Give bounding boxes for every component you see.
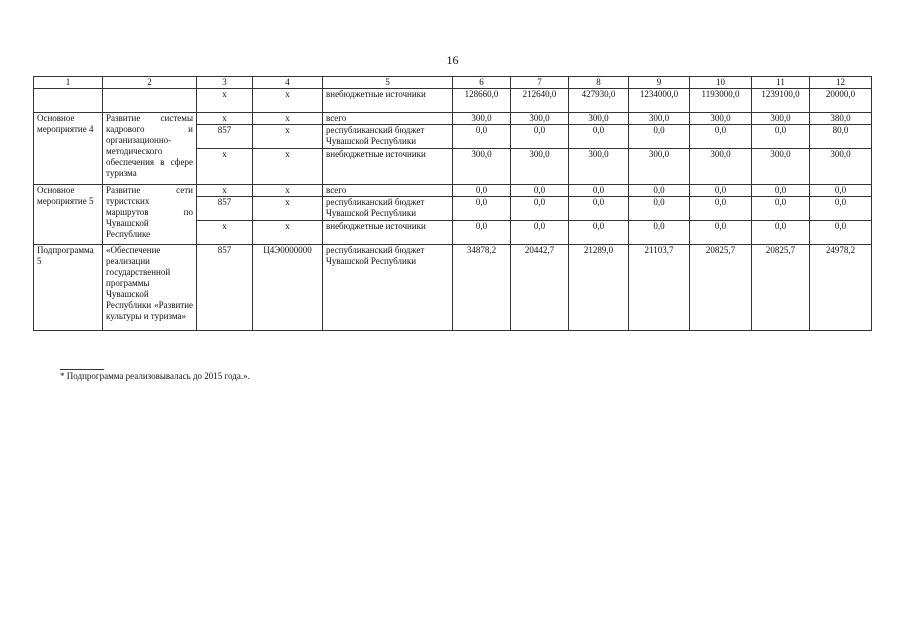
table-cell: 0,0: [453, 185, 511, 197]
table-cell: 0,0: [629, 221, 690, 245]
footnote: * Подпрограмма реализовывалась до 2015 года.».: [60, 371, 250, 381]
table-cell: 0,0: [629, 185, 690, 197]
table-cell: х: [197, 221, 253, 245]
table-cell: Ц4Э0000000: [253, 245, 323, 331]
table-cell: 80,0: [810, 125, 872, 149]
status-cell: Основное мероприятие 5: [34, 185, 103, 245]
table-cell: внебюджетные источники: [323, 149, 453, 185]
table-cell: 427930,0: [569, 89, 629, 113]
table-cell: 0,0: [752, 185, 810, 197]
column-header: 6: [453, 77, 511, 89]
table-cell: 20825,7: [690, 245, 752, 331]
table-cell: х: [253, 185, 323, 197]
column-header: 7: [511, 77, 569, 89]
table-cell: х: [197, 185, 253, 197]
table-cell: внебюджетные источники: [323, 221, 453, 245]
table-cell: 0,0: [810, 197, 872, 221]
table-cell: 0,0: [752, 197, 810, 221]
table-cell: республиканский бюджет Чувашской Республики: [323, 125, 453, 149]
table-cell: 857: [197, 197, 253, 221]
table-cell: 21289,0: [569, 245, 629, 331]
column-header: 3: [197, 77, 253, 89]
header-row: [34, 77, 872, 89]
status-cell: Основное мероприятие 4: [34, 113, 103, 185]
budget-table: [33, 76, 872, 331]
table-cell: 300,0: [511, 113, 569, 125]
column-header: 9: [629, 77, 690, 89]
column-header: 11: [752, 77, 810, 89]
table-cell: 857: [197, 125, 253, 149]
table-cell: 21103,7: [629, 245, 690, 331]
table-row: [34, 245, 872, 331]
table-cell: 1239100,0: [752, 89, 810, 113]
table-cell: 24978,2: [810, 245, 872, 331]
table-row: [34, 89, 872, 113]
table-cell: 300,0: [511, 149, 569, 185]
table-cell: 212640,0: [511, 89, 569, 113]
column-header: 8: [569, 77, 629, 89]
table-cell: 20825,7: [752, 245, 810, 331]
table-cell: 1193000,0: [690, 89, 752, 113]
column-header: 1: [34, 77, 103, 89]
table-cell: 0,0: [453, 221, 511, 245]
table-cell: 0,0: [569, 125, 629, 149]
page-number: 16: [446, 53, 459, 67]
table-cell: 0,0: [752, 125, 810, 149]
table-cell: 300,0: [569, 149, 629, 185]
table-cell: 380,0: [810, 113, 872, 125]
table-cell: 0,0: [511, 221, 569, 245]
table-cell: 0,0: [511, 125, 569, 149]
table-cell: республиканский бюджет Чувашской Республики: [323, 197, 453, 221]
table-cell: х: [253, 149, 323, 185]
table-cell: х: [197, 113, 253, 125]
table-row: [34, 185, 872, 197]
table-cell: 0,0: [690, 125, 752, 149]
table-cell: х: [253, 113, 323, 125]
table-cell: 0,0: [569, 197, 629, 221]
table-cell: 0,0: [690, 221, 752, 245]
table-cell: 300,0: [453, 149, 511, 185]
table-cell: 0,0: [690, 197, 752, 221]
table-cell: 0,0: [453, 125, 511, 149]
table-cell: 20000,0: [810, 89, 872, 113]
table-cell: 300,0: [453, 113, 511, 125]
table-cell: х: [253, 125, 323, 149]
table-cell: всего: [323, 185, 453, 197]
table-cell: 300,0: [752, 113, 810, 125]
table-cell: 0,0: [810, 185, 872, 197]
column-header: 5: [323, 77, 453, 89]
table-cell: 34878,2: [453, 245, 511, 331]
table-cell: 0,0: [629, 197, 690, 221]
table-cell: 300,0: [629, 113, 690, 125]
name-cell: Развитие системы кадрового и организационно-методического обеспечения в сфере туризма: [103, 113, 197, 185]
name-cell: Развитие сети туристских маршрутов по Чувашской Республике: [103, 185, 197, 245]
table-cell: 0,0: [629, 125, 690, 149]
name-cell: «Обеспечение реализации государственной программы Чувашской Республики «Развитие культуры и туризма»: [103, 245, 197, 331]
table-cell: 300,0: [690, 149, 752, 185]
column-header: 2: [103, 77, 197, 89]
table-cell: х: [197, 149, 253, 185]
column-header: 4: [253, 77, 323, 89]
table-cell: 20442,7: [511, 245, 569, 331]
table-cell: внебюджетные источники: [323, 89, 453, 113]
table-cell: 300,0: [569, 113, 629, 125]
table-cell: всего: [323, 113, 453, 125]
table-cell: республиканский бюджет Чувашской Республики: [323, 245, 453, 331]
table-cell: 0,0: [810, 221, 872, 245]
table-cell: 128660,0: [453, 89, 511, 113]
table-row: [34, 113, 872, 125]
table-cell: х: [253, 221, 323, 245]
table-cell: 300,0: [690, 113, 752, 125]
table-cell: 0,0: [569, 185, 629, 197]
table-cell: 0,0: [690, 185, 752, 197]
table-cell: 300,0: [752, 149, 810, 185]
table-cell: 0,0: [453, 197, 511, 221]
table-cell: х: [253, 197, 323, 221]
table-cell: х: [253, 89, 323, 113]
table-cell: 1234000,0: [629, 89, 690, 113]
table-cell: 300,0: [629, 149, 690, 185]
table-cell: 857: [197, 245, 253, 331]
column-header: 10: [690, 77, 752, 89]
table-cell: 0,0: [569, 221, 629, 245]
table-cell: х: [197, 89, 253, 113]
status-cell: Подпрограмма 5: [34, 245, 103, 331]
footnote-divider: [60, 369, 104, 370]
table-cell: 300,0: [810, 149, 872, 185]
column-header: 12: [810, 77, 872, 89]
table-cell: 0,0: [511, 185, 569, 197]
table-cell: 0,0: [511, 197, 569, 221]
table-cell: 0,0: [752, 221, 810, 245]
